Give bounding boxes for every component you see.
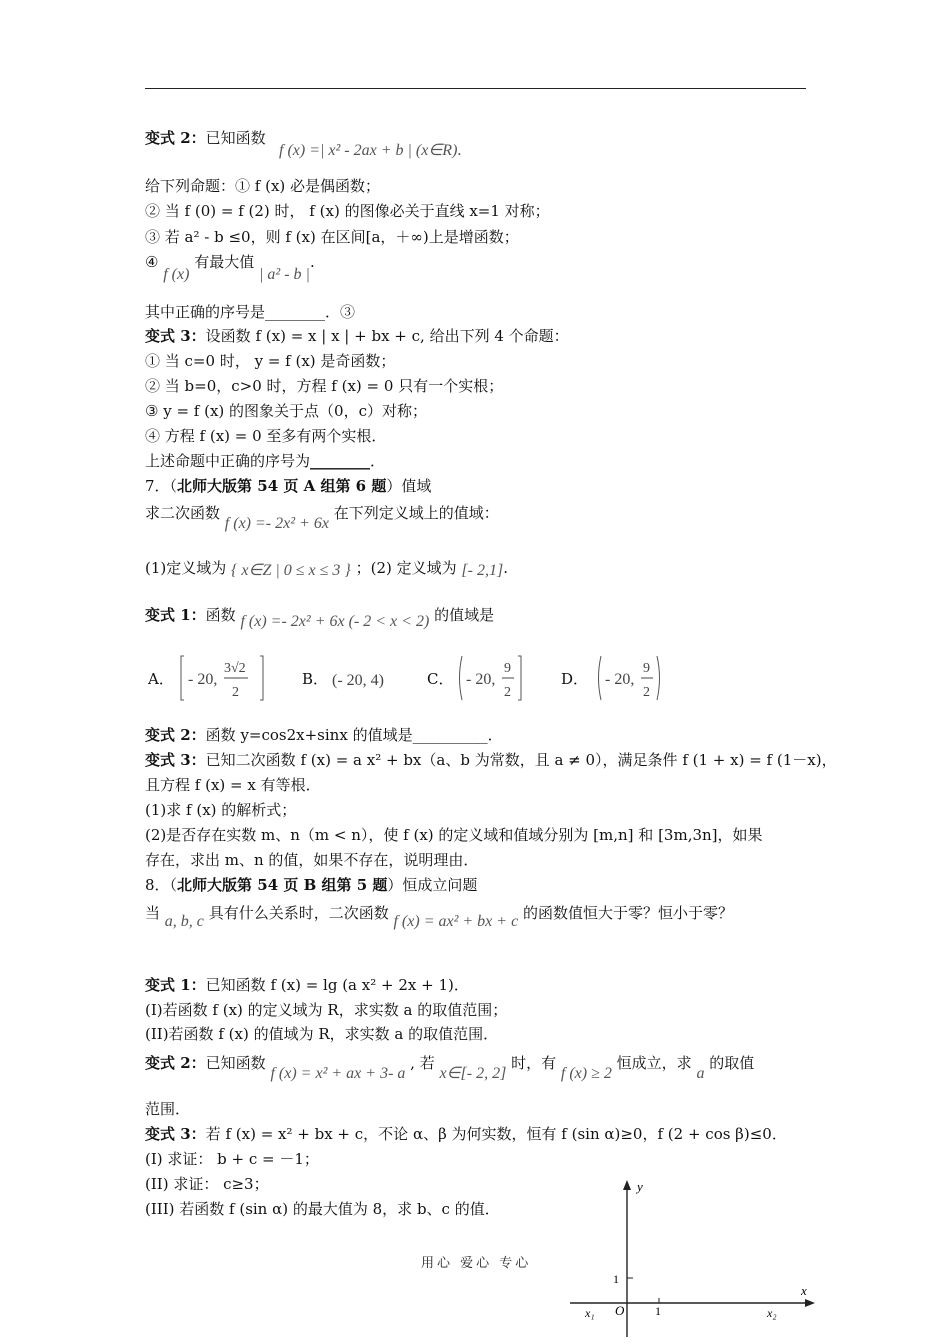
option-c[interactable]: C． [427, 670, 454, 688]
variant-3-statement: 变式 3：设函数 f (x) = x | x | + bx + c, 给出下列 4 个命题： [145, 327, 569, 345]
text-line: (II)若函数 f (x) 的值域为 R，求实数 a 的取值范围． [145, 1025, 499, 1043]
page-footer: 用心 爱心 专心 [421, 1256, 532, 1271]
section-8-variant-2: 变式 2：已知函数 f (x) = x² + ax + 3- a , 若 x∈[- 2, 2] 时，有 f (x) ≥ 2 恒成立，求 a 的取值 [145, 1054, 755, 1082]
x-axis-label: x [801, 1283, 807, 1298]
section-7-domains: (1)定义域为 { x∈Z | 0 ≤ x ≤ 3 } ；(2) 定义域为 [- 2,1]. [145, 559, 508, 579]
section-7-title: 7．（北师大版第 54 页 A 组第 6 题）值域 [145, 477, 432, 495]
section-8-problem: 当 a, b, c 具有什么关系时，二次函数 f (x) = ax² + bx + c 的函数值恒大于零？恒小于零？ [145, 904, 733, 930]
svg-text:9: 9 [643, 661, 650, 676]
y-axis-label: y [637, 1179, 643, 1194]
option-b-value: (- 20, 4) [332, 672, 384, 689]
section-8-variant-3: 变式 3：若 f (x) = x² + bx + c，不论 α、β 为何实数，恒有 f (sin α)≥0，f (2 + cos β)≤0． [145, 1125, 787, 1143]
variant-3-quadratic: 变式 3：已知二次函数 f (x) = a x² + bx（a、b 为常数，且 a ≠ 0），满足条件 f (1 + x) = f (1－x)， [145, 751, 837, 769]
svg-text:- 20,: - 20, [188, 671, 218, 688]
option-a[interactable]: A． [148, 670, 174, 688]
x-tick-1: 1 [655, 1304, 661, 1318]
coordinate-axes-figure [565, 1175, 825, 1340]
header-rule [145, 88, 806, 89]
v3-prop-4: ④ 方程 f (x) = 0 至多有两个实根． [145, 427, 387, 445]
text-line: 且方程 f (x) = x 有等根． [145, 776, 321, 794]
section-8-variant-1: 变式 1：已知函数 f (x) = lg (a x² + 2x + 1)． [145, 976, 469, 994]
svg-text:2: 2 [232, 685, 239, 700]
svg-text:- 20,: - 20, [605, 671, 635, 688]
text-line: (I) 求证： b + c = －1； [145, 1150, 319, 1168]
variant-2-statement [145, 128, 266, 148]
proposition-1: 给下列命题：① f (x) 必是偶函数； [145, 177, 381, 195]
option-b[interactable]: B． [302, 670, 329, 688]
section-8-title: 8．（北师大版第 54 页 B 组第 5 题）恒成立问题 [145, 876, 478, 894]
text-line: 存在，求出 m、n 的值，如果不存在，说明理由． [145, 851, 479, 869]
proposition-4: ④ f (x) 有最大值 | a² - b |. [145, 253, 315, 283]
variant-1-range: 变式 1：函数 f (x) =- 2x² + 6x (- 2 < x < 2) 的值域是 [145, 606, 495, 630]
x1-label: x₁ [585, 1306, 595, 1320]
svg-text:2: 2 [504, 685, 511, 700]
text-line: (I)若函数 f (x) 的定义域为 R，求实数 a 的取值范围； [145, 1001, 508, 1019]
text: 已知函数 [205, 129, 266, 147]
option-d[interactable]: D． [561, 670, 589, 688]
variant-2-range: 变式 2：函数 y=cos2x+sinx 的值域是__________． [145, 726, 503, 744]
text-line: 范围． [145, 1100, 191, 1118]
text-line: (III) 若函数 f (sin α) 的最大值为 8，求 b、c 的值． [145, 1200, 500, 1218]
svg-text:2: 2 [643, 685, 650, 700]
v3-answer: 上述命题中正确的序号为________． [145, 452, 386, 470]
text-line: (2)是否存在实数 m、n（m < n），使 f (x) 的定义域和值域分别为 [m,n] 和 [3m,3n]，如果 [145, 826, 763, 844]
svg-text:3√2: 3√2 [224, 661, 246, 676]
text-line: (1)求 f (x) 的解析式； [145, 801, 297, 819]
section-7-problem: 求二次函数 f (x) =- 2x² + 6x 在下列定义域上的值域： [145, 504, 499, 532]
v3-prop-1: ① 当 c=0 时， y = f (x) 是奇函数； [145, 352, 396, 370]
svg-text:9: 9 [504, 661, 511, 676]
v3-prop-2: ② 当 b=0，c>0 时，方程 f (x) = 0 只有一个实根； [145, 377, 504, 395]
answer-line: 其中正确的序号是________．③ [145, 303, 356, 321]
svg-text:- 20,: - 20, [466, 671, 496, 688]
formula: f (x) =| x² - 2ax + b | (x∈R). [279, 142, 462, 159]
x2-label: x₂ [767, 1306, 777, 1320]
label: 变式 2： [145, 129, 206, 147]
proposition-3: ③ 若 a² - b ≤0，则 f (x) 在区间[a，＋∞)上是增函数； [145, 228, 519, 246]
origin-label: O [615, 1303, 625, 1318]
proposition-2: ② 当 f (0) = f (2) 时， f (x) 的图像必关于直线 x=1 对称； [145, 202, 550, 220]
y-tick-1: 1 [613, 1272, 619, 1286]
text-line: (II) 求证： c≥3； [145, 1175, 269, 1193]
v3-prop-3: ③ y = f (x) 的图象关于点（0，c）对称； [145, 402, 427, 420]
